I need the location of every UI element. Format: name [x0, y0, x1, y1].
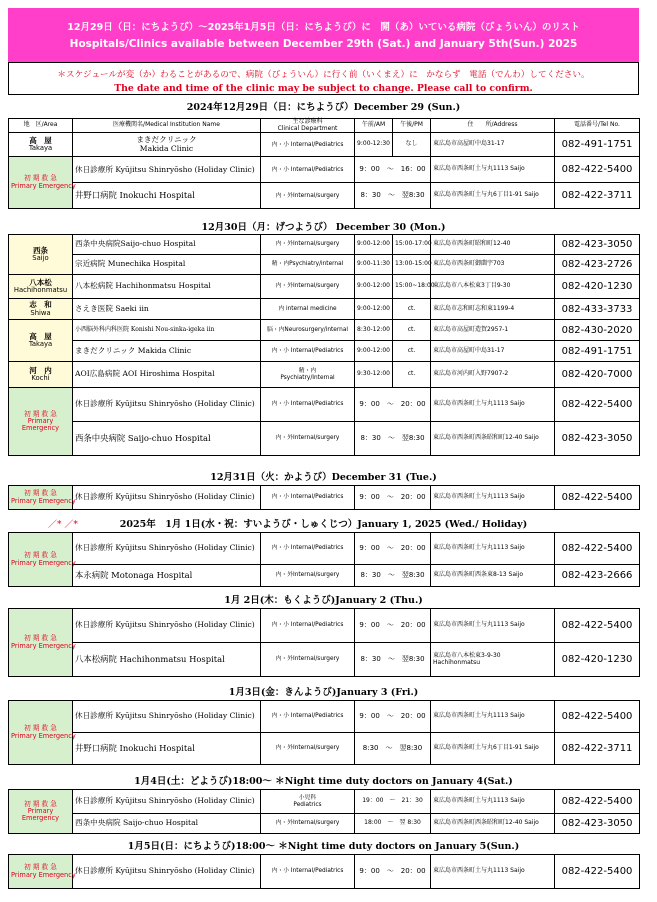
clinic-name: 休日診療所 Kyūjitsu Shinryōsho (Holiday Clinic) — [73, 486, 261, 510]
hours: 9：00 ～ 20：00 — [355, 533, 431, 565]
hours: 9：00 ～ 20：00 — [355, 388, 431, 422]
dept: 内・外Internal/surgery — [261, 422, 355, 456]
address: 東広島市西条町土与丸1113 Saijo — [431, 486, 555, 510]
am-hours: 9:00-12:00 — [355, 299, 393, 320]
phone-number: 082-420-1230 — [555, 275, 640, 299]
table-row — [9, 275, 640, 299]
address: 東広島市西条町西条昭和町12-40 Saijo — [431, 814, 555, 834]
address: 東広島市西条町土与丸1113 Saijo — [431, 388, 555, 422]
dept: 内・小 Internal/Pediatrics — [261, 701, 355, 733]
clinic-name: 休日診療所 Kyūjitsu Shinryōsho (Holiday Clinic) — [73, 790, 261, 814]
table-row — [9, 235, 640, 255]
schedule-warning — [8, 62, 639, 95]
dept: 脳・内Neurosurgery/internal — [261, 320, 355, 341]
pm-hours: 15:00~18:00 — [393, 275, 431, 299]
dept: 内・外Internal/surgery — [261, 814, 355, 834]
table-row — [9, 609, 640, 643]
am-hours: 9:00-12:00 — [355, 235, 393, 255]
am-hours: 9:00-12:30 — [355, 133, 393, 157]
pm-hours: ct. — [393, 341, 431, 362]
clinic-name: 八本松病院 Hachihonmatsu Hospital — [73, 275, 261, 299]
address: 東広島市高屋町造賀2957-1 — [431, 320, 555, 341]
table-dec31 — [8, 485, 640, 510]
clinic-name: 休日診療所 Kyūjitsu Shinryōsho (Holiday Clinic) — [73, 609, 261, 643]
clinic-name: 本永病院 Motonaga Hospital — [73, 565, 261, 587]
pm-hours: 15:00-17:00 — [393, 235, 431, 255]
table-row — [9, 362, 640, 388]
table-row — [9, 388, 640, 422]
address: 東広島市西条町西条東8-13 Saijo — [431, 565, 555, 587]
address: 東広島市西条町土与丸6丁目1-91 Saijo — [431, 733, 555, 765]
clinic-name: 休日診療所 Kyūjitsu Shinryōsho (Holiday Clinic) — [73, 388, 261, 422]
am-hours: 9:30-12:00 — [355, 362, 393, 388]
table-jan2 — [8, 608, 640, 677]
phone-number: 082-423-3050 — [555, 235, 640, 255]
table-jan1 — [8, 532, 640, 587]
table-row — [9, 422, 640, 456]
dept: 内・外Internal/surgery — [261, 183, 355, 209]
phone-number: 082-422-5400 — [555, 701, 640, 733]
dept: 内・外Internal/surgery — [261, 643, 355, 677]
phone-number: 082-423-2726 — [555, 255, 640, 275]
address: 東広島市高屋町中島31-17 — [431, 341, 555, 362]
clinic-name: さえき医院 Saeki iin — [73, 299, 261, 320]
table-jan3 — [8, 700, 640, 765]
clinic-name: 西条中央病院 Saijo-chuo Hospital — [73, 422, 261, 456]
dept: 内・外Internal/surgery — [261, 275, 355, 299]
phone-number: 082-491-1751 — [555, 341, 640, 362]
hours: 9：00 ～ 16：00 — [355, 157, 431, 183]
table-row — [9, 486, 640, 510]
phone-number: 082-422-5400 — [555, 486, 640, 510]
dept: 内・外Internal/surgery — [261, 235, 355, 255]
area-cell: 八本松 Hachihonmatsu — [9, 275, 73, 299]
table-row — [9, 341, 640, 362]
address: 東広島市西条町土与丸6丁目1-91 Saijo — [431, 183, 555, 209]
section-dec31: 12月31日（火：かようび）December 31 (Tue.) — [210, 472, 437, 483]
area-cell: 高 屋 Takaya — [9, 320, 73, 362]
am-hours: 9:00-12:00 — [355, 275, 393, 299]
pm-hours: なし — [393, 133, 431, 157]
section-jan3: 1月3日(金：きんようび)January 3 (Fri.) — [228, 687, 419, 698]
hours: 8:30 ～ 翌8:30 — [355, 733, 431, 765]
area-cell: 初 期 救 急 Primary Emergency — [9, 388, 73, 456]
am-hours: 9:00-11:30 — [355, 255, 393, 275]
dept: 内・小 Internal/Pediatrics — [261, 133, 355, 157]
phone-number: 082-491-1751 — [555, 133, 640, 157]
clinic-name: 宗近病院 Munechika Hospital — [73, 255, 261, 275]
address: 東広島市八本松東3-9-30 Hachihonmatsu — [431, 643, 555, 677]
phone-number: 082-420-1230 — [555, 643, 640, 677]
address: 東広島市西条町土与丸1113 Saijo — [431, 855, 555, 889]
banner-title-en: Hospitals/Clinics available between December 29th (Sat.) and January 5th(Sun.) 2025 — [69, 38, 578, 50]
phone-number: 082-422-3711 — [555, 183, 640, 209]
table-row — [9, 733, 640, 765]
address: 東広島市西条町土与丸1113 Saijo — [431, 790, 555, 814]
dept: 精・内 Psychiatry/Internal — [261, 362, 355, 388]
area-cell: 初 期 救 急 Primary Emergency — [9, 486, 73, 510]
clinic-name: 八本松病院 Hachihonmatsu Hospital — [73, 643, 261, 677]
clinic-name: 休日診療所 Kyūjitsu Shinryōsho (Holiday Clinic) — [73, 157, 261, 183]
table-header — [9, 119, 640, 133]
area-cell: 志 和 Shiwa — [9, 299, 73, 320]
table-row — [9, 320, 640, 341]
header-pm: 午後/PM — [393, 119, 431, 133]
hours: 8：30 ～ 翌8:30 — [355, 643, 431, 677]
phone-number: 082-422-5400 — [555, 157, 640, 183]
clinic-name: AOI広島病院 AOI Hiroshima Hospital — [73, 362, 261, 388]
holiday-mark: ／* ／* — [48, 520, 78, 530]
table-row — [9, 701, 640, 733]
header-area: 地 区/Area — [9, 119, 73, 133]
hours: 8：30 ～ 翌8:30 — [355, 565, 431, 587]
address: 東広島市高屋町中島31-17 — [431, 133, 555, 157]
area-cell: 西条 Saijo — [9, 235, 73, 275]
area-cell: 初 期 救 急 Primary Emergency — [9, 701, 73, 765]
section-jan1: 2025年 1月 1日(水・祝：すいようび・しゅくじつ）January 1, 2025 (Wed./ Holiday) — [119, 519, 528, 530]
hours: 19：00 ～ 21：30 — [355, 790, 431, 814]
section-jan2: 1月 2日(木：もくようび)January 2 (Thu.) — [224, 595, 423, 606]
phone-number: 082-430-2020 — [555, 320, 640, 341]
section-dec30: 12月30日（月：げつようび） December 30 (Mon.) — [201, 222, 446, 233]
clinic-name: 休日診療所 Kyūjitsu Shinryōsho (Holiday Clinic) — [73, 855, 261, 889]
clinic-name: 西条中央病院Saijo-chuo Hospital — [73, 235, 261, 255]
table-row — [9, 183, 640, 209]
table-jan4 — [8, 789, 640, 834]
pm-hours: 13:00-15:00 — [393, 255, 431, 275]
area-cell: 高 屋 Takaya — [9, 133, 73, 157]
section-jan5: 1月5日(日：にちようび)18:00～ ＊Night time duty doctors on January 5(Sun.) — [127, 841, 520, 852]
table-row — [9, 299, 640, 320]
pm-hours: ct. — [393, 362, 431, 388]
table-row — [9, 255, 640, 275]
hours: 8：30 ～ 翌8:30 — [355, 183, 431, 209]
phone-number: 082-420-7000 — [555, 362, 640, 388]
clinic-name: 西条中央病院 Saijo-chuo Hospital — [73, 814, 261, 834]
clinic-name: 休日診療所 Kyūjitsu Shinryōsho (Holiday Clinic) — [73, 701, 261, 733]
phone-number: 082-422-5400 — [555, 790, 640, 814]
am-hours: 9:00-12:00 — [355, 341, 393, 362]
clinic-name: 井野口病院 Inokuchi Hospital — [73, 733, 261, 765]
section-dec29: 2024年12月29日（日：にちようび）December 29 (Sun.) — [186, 102, 461, 113]
phone-number: 082-422-3711 — [555, 733, 640, 765]
address: 東広島市西条町昭和町12-40 — [431, 235, 555, 255]
table-row — [9, 814, 640, 834]
warning-jp: ＊スケジュールが変（か）わることがあるので、病院（びょういん）に行く前（いくまえ）に かならず 電話（でんわ）してください。 — [57, 70, 590, 80]
area-cell: 初 期 救 急 Primary Emergency — [9, 855, 73, 889]
clinic-name: まきだクリニック Makida Clinic — [73, 133, 261, 157]
address: 東広島市西条町土与丸1113 Saijo — [431, 609, 555, 643]
hours: 18:00 ～ 翌 8:30 — [355, 814, 431, 834]
clinic-name: 小西脳外科内科医院 Konishi Nou-sinka-igeka iin — [73, 320, 261, 341]
address: 東広島市西条町土与丸1113 Saijo — [431, 701, 555, 733]
table-row — [9, 157, 640, 183]
area-cell: 河 内 Kochi — [9, 362, 73, 388]
address: 東広島市西条町土与丸1113 Saijo — [431, 533, 555, 565]
address: 東広島市西条町御薗宇703 — [431, 255, 555, 275]
dept: 内・外Internal/surgery — [261, 733, 355, 765]
section-jan4: 1月4日(土：どようび)18:00～ ＊Night time duty doctors on January 4(Sat.) — [134, 776, 513, 787]
dept: 精・内Psychiatry/internal — [261, 255, 355, 275]
warning-en: The date and time of the clinic may be subject to change. Please call to confirm. — [114, 83, 533, 94]
table-row — [9, 533, 640, 565]
hours: 8：30 ～ 翌8:30 — [355, 422, 431, 456]
phone-number: 082-423-2666 — [555, 565, 640, 587]
title-banner — [8, 8, 639, 62]
hours: 9：00 ～ 20：00 — [355, 855, 431, 889]
address: 東広島市志和町志和東1199-4 — [431, 299, 555, 320]
table-row — [9, 565, 640, 587]
pm-hours: ct. — [393, 299, 431, 320]
dept: 内・小 Internal/Pediatrics — [261, 533, 355, 565]
banner-title-jp: 12月29日（日：にちようび）～2025年1月5日（日：にちようび）に 開（あ）いている病院（びょういん）のリスト — [67, 22, 580, 33]
dept: 内・小 Internal/Pediatrics — [261, 157, 355, 183]
area-cell: 初 期 救 急 Primary Emergency — [9, 609, 73, 677]
clinic-name: 休日診療所 Kyūjitsu Shinryōsho (Holiday Clinic) — [73, 533, 261, 565]
header-name: 医療機関名/Medical Institution Name — [73, 119, 261, 133]
phone-number: 082-422-5400 — [555, 388, 640, 422]
table-row — [9, 790, 640, 814]
phone-number: 082-422-5400 — [555, 533, 640, 565]
clinic-name: まきだクリニック Makida Clinic — [73, 341, 261, 362]
address: 東広島市八本松東3丁目9-30 — [431, 275, 555, 299]
dept: 内・小 Internal/Pediatrics — [261, 609, 355, 643]
area-cell: 初 期 救 急 Primary Emergency — [9, 157, 73, 209]
address: 東広島市西条町土与丸1113 Saijo — [431, 157, 555, 183]
am-hours: 8:30-12:00 — [355, 320, 393, 341]
table-row — [9, 643, 640, 677]
header-dept: 主な診療科 Clinical Department — [261, 119, 355, 133]
hours: 9：00 ～ 20：00 — [355, 486, 431, 510]
header-tel: 電話番号/Tel No. — [555, 119, 640, 133]
table-dec30 — [8, 234, 640, 456]
table-row — [9, 133, 640, 157]
table-dec29 — [8, 118, 640, 209]
hours: 9：00 ～ 20：00 — [355, 609, 431, 643]
area-cell: 初 期 救 急 Primary Emergency — [9, 790, 73, 834]
header-am: 午前/AM — [355, 119, 393, 133]
dept: 小児科 Pediatrics — [261, 790, 355, 814]
table-row — [9, 855, 640, 889]
dept: 内・小 Internal/Pediatrics — [261, 341, 355, 362]
pm-hours: ct. — [393, 320, 431, 341]
header-address: 住 所/Address — [431, 119, 555, 133]
hours: 9：00 ～ 20：00 — [355, 701, 431, 733]
address: 東広島市河内町入野7907-2 — [431, 362, 555, 388]
dept: 内・小 Internal/Pediatrics — [261, 855, 355, 889]
phone-number: 082-422-5400 — [555, 855, 640, 889]
phone-number: 082-423-3050 — [555, 422, 640, 456]
phone-number: 082-433-3733 — [555, 299, 640, 320]
phone-number: 082-423-3050 — [555, 814, 640, 834]
dept: 内・小 Internal/Pediatrics — [261, 388, 355, 422]
area-cell: 初 期 救 急 Primary Emergency — [9, 533, 73, 587]
dept: 内・小 Internal/Pediatrics — [261, 486, 355, 510]
phone-number: 082-422-5400 — [555, 609, 640, 643]
table-jan5 — [8, 854, 640, 889]
dept: 内・外Internal/surgery — [261, 565, 355, 587]
dept: 内 internal medicine — [261, 299, 355, 320]
address: 東広島市西条町西条昭和町12-40 Saijo — [431, 422, 555, 456]
clinic-name: 井野口病院 Inokuchi Hospital — [73, 183, 261, 209]
